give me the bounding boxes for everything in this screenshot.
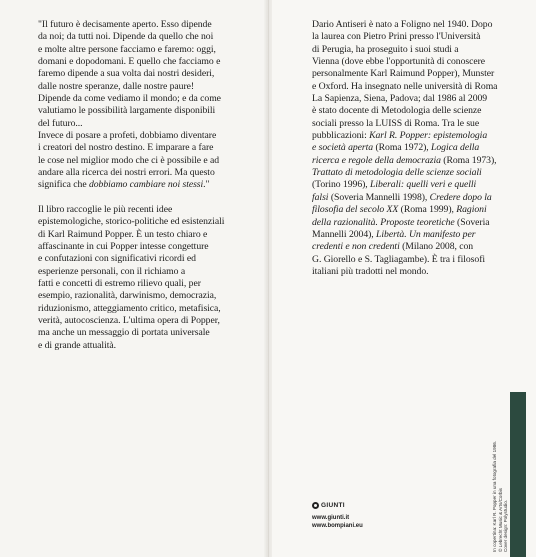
credit-line: © Lebrecht Music & Arts/Corbis bbox=[497, 488, 503, 552]
quote-text: ." bbox=[203, 179, 210, 191]
book-title: Credere dopo la bbox=[429, 191, 492, 203]
quote-line: faremo dipende a sua volta dai nostri desideri, bbox=[38, 68, 215, 80]
bio-line: personalmente Karl Raimund Popper), Munster bbox=[312, 68, 495, 80]
bio-text: (Roma 1999), bbox=[398, 204, 457, 216]
book-title: Libertà. Un manifesto per bbox=[376, 228, 476, 240]
giunti-logo-icon bbox=[312, 502, 319, 509]
bio-line bbox=[312, 229, 517, 241]
quote-line: del futuro... bbox=[38, 117, 83, 129]
summary-line: epistemologiche, storico-politiche ed esistenziali bbox=[38, 216, 225, 228]
bio-line bbox=[312, 241, 517, 253]
bio-line bbox=[312, 130, 517, 142]
bio-text: pubblicazioni: bbox=[312, 130, 370, 142]
summary-line: riduzionismo, atteggiamento critico, metafisica, bbox=[38, 302, 221, 314]
publisher-url[interactable]: www.bompiani.eu bbox=[312, 523, 363, 529]
bio-line: Dario Antiseri è nato a Foligno nel 1940. Dopo bbox=[312, 19, 493, 30]
quote-line: dalle nostre speranze, dalle nostre paure! bbox=[38, 80, 195, 92]
quote-line: valutiamo le possibilità largamente disponibili bbox=[38, 105, 216, 117]
summary-line: affascinante in cui Popper intesse congetture bbox=[38, 240, 209, 252]
quote-text: significa che bbox=[38, 179, 89, 191]
book-title: ricerca e regole della democrazia bbox=[312, 154, 441, 166]
bio-text: (Roma 1973), bbox=[440, 154, 497, 166]
credit-line: In copertina: Karl R. Popper in una fotografia del 1986. bbox=[492, 440, 497, 552]
bio-line: la laurea con Pietro Prini presso l'Università bbox=[312, 31, 481, 43]
bio-line bbox=[312, 155, 517, 167]
bio-text: (Torino 1996), bbox=[312, 179, 371, 191]
bio-line: La Sapienza, Siena, Padova; dal 1986 al 2009 bbox=[312, 93, 488, 105]
bio-line bbox=[312, 142, 517, 154]
quote-line: e molte altre persone facciamo e faremo: oggi, bbox=[38, 43, 216, 55]
summary-line: verità, autocoscienza. L'ultima opera di Popper, bbox=[38, 314, 220, 326]
summary-line: di Karl Raimund Popper. È un testo chiaro e bbox=[38, 228, 208, 240]
book-title: credenti e non credenti bbox=[312, 241, 400, 253]
bio-line: è stato docente di Metodologia delle scienze bbox=[312, 105, 482, 117]
quote-line: i creatori del nostro destino. E imparare a fare bbox=[38, 142, 214, 154]
quote-line: domani e dopodomani. E quello che facciamo e bbox=[38, 56, 221, 68]
bio-line bbox=[312, 192, 517, 204]
bio-line: di Perugia, ha proseguito i suoi studi a bbox=[312, 43, 459, 55]
quote-line: Invece di posare a profeti, dobbiamo diventare bbox=[38, 130, 217, 142]
summary-line: e confutazioni con significativi ricordi ed bbox=[38, 253, 196, 265]
credit-line: Cover design: Polystudio. bbox=[503, 499, 509, 552]
book-title: Logica della bbox=[431, 142, 480, 154]
summary-line: fatti e concetti di estremo rilievo quali, per bbox=[38, 277, 201, 289]
bio-text: (Milano 2008, con bbox=[399, 241, 474, 253]
bio-line: italiani più tradotti nel mondo. bbox=[312, 265, 429, 277]
bio-line: Vienna (dove ebbe l'opportunità di conoscere bbox=[312, 56, 486, 68]
quote-line: le cose nel miglior modo che ci è possibile e ad bbox=[38, 154, 220, 166]
book-title: della razionalità. Proposte teoretiche bbox=[312, 216, 455, 228]
bio-line: sociali presso la LUISS di Roma. Tra le sue bbox=[312, 117, 480, 129]
spine-color-strip bbox=[510, 392, 526, 557]
bio-line bbox=[312, 217, 517, 229]
book-title: Karl R. Popper: epistemologia bbox=[369, 130, 488, 142]
publisher-url[interactable]: www.giunti.it bbox=[312, 515, 350, 521]
quote-line: Dipende da come vediamo il mondo; e da come bbox=[38, 93, 221, 105]
bio-line bbox=[312, 167, 517, 179]
author-bio bbox=[312, 19, 517, 278]
bio-text: (Roma 1972), bbox=[373, 142, 432, 154]
quote-line: "Il futuro è decisamente aperto. Esso dipende bbox=[38, 19, 212, 30]
logo-text: GIUNTI bbox=[321, 502, 345, 509]
cover-credits bbox=[490, 392, 510, 552]
bio-line: e Oxford. Ha insegnato nelle università di Roma bbox=[312, 80, 498, 92]
fold-line bbox=[268, 0, 269, 557]
bio-line: G. Giorello e S. Tagliagambe). È tra i filosofi bbox=[312, 253, 486, 265]
quote-line: da noi; da tutti noi. Dipende da quello che noi bbox=[38, 31, 214, 43]
summary-line: esperienze personali, con il richiamo a bbox=[38, 265, 186, 277]
publisher-logo bbox=[312, 502, 432, 509]
book-title: filosofia del secolo XX bbox=[312, 204, 399, 216]
book-title: Trattato di metodologia delle scienze sociali bbox=[312, 167, 482, 179]
summary-line: e di grande attualità. bbox=[38, 339, 116, 351]
quote-line bbox=[38, 179, 248, 191]
quote-block bbox=[38, 19, 248, 192]
book-title: Ragioni bbox=[456, 204, 487, 216]
left-flap-text bbox=[38, 19, 248, 352]
publisher-block bbox=[312, 502, 432, 530]
quote-line: andare alla ricerca dei nostri errori. Ma questo bbox=[38, 167, 215, 179]
summary-block bbox=[38, 204, 248, 352]
summary-line: ma anche un messaggio di portata universale bbox=[38, 327, 210, 339]
summary-line: esempio, razionalità, darwinismo, democrazia, bbox=[38, 290, 217, 302]
bio-text: (Soveria Mannelli 1998), bbox=[328, 191, 430, 203]
quote-italic: dobbiamo cambiare noi stessi bbox=[88, 179, 204, 191]
book-title: e società aperta bbox=[312, 142, 374, 154]
book-title: falsi bbox=[312, 191, 329, 203]
bio-text: (Soveria bbox=[454, 216, 490, 228]
bio-line bbox=[312, 204, 517, 216]
summary-line: Il libro raccoglie le più recenti idee bbox=[38, 203, 173, 215]
book-title: Liberali: quelli veri e quelli bbox=[370, 179, 477, 191]
bio-line bbox=[312, 179, 517, 191]
bio-text: Mannelli 2004), bbox=[312, 228, 377, 240]
